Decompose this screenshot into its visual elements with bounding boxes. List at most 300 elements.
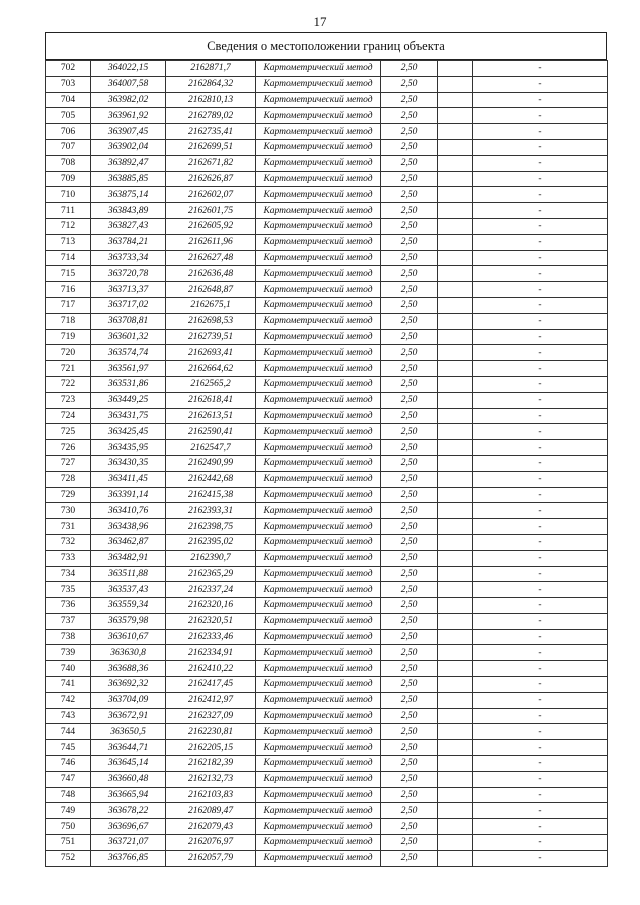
table-row: [46, 234, 608, 250]
empty-cell: [438, 361, 473, 377]
y-coordinate-cell: 2162395,02: [166, 534, 256, 550]
description-cell: -: [473, 313, 608, 329]
point-number-cell: 732: [46, 534, 91, 550]
x-coordinate-cell: 364022,15: [91, 61, 166, 77]
method-cell: Картометрический метод: [256, 803, 381, 819]
x-coordinate-cell: 364007,58: [91, 76, 166, 92]
point-number-cell: 734: [46, 566, 91, 582]
point-number-cell: 717: [46, 297, 91, 313]
y-coordinate-cell: 2162698,53: [166, 313, 256, 329]
y-coordinate-cell: 2162626,87: [166, 171, 256, 187]
accuracy-cell: 2,50: [381, 835, 438, 851]
table-row: [46, 550, 608, 566]
accuracy-cell: 2,50: [381, 629, 438, 645]
accuracy-cell: 2,50: [381, 708, 438, 724]
y-coordinate-cell: 2162333,46: [166, 629, 256, 645]
table-row: [46, 218, 608, 234]
point-number-cell: 736: [46, 598, 91, 614]
description-cell: -: [473, 534, 608, 550]
table-row: [46, 503, 608, 519]
empty-cell: [438, 124, 473, 140]
description-cell: -: [473, 613, 608, 629]
table-row: [46, 376, 608, 392]
accuracy-cell: 2,50: [381, 661, 438, 677]
accuracy-cell: 2,50: [381, 313, 438, 329]
point-number-cell: 725: [46, 424, 91, 440]
x-coordinate-cell: 363665,94: [91, 787, 166, 803]
description-cell: -: [473, 803, 608, 819]
description-cell: -: [473, 661, 608, 677]
method-cell: Картометрический метод: [256, 297, 381, 313]
accuracy-cell: 2,50: [381, 61, 438, 77]
method-cell: Картометрический метод: [256, 819, 381, 835]
x-coordinate-cell: 363438,96: [91, 519, 166, 535]
y-coordinate-cell: 2162089,47: [166, 803, 256, 819]
method-cell: Картометрический метод: [256, 692, 381, 708]
point-number-cell: 738: [46, 629, 91, 645]
method-cell: Картометрический метод: [256, 756, 381, 772]
point-number-cell: 741: [46, 677, 91, 693]
y-coordinate-cell: 2162671,82: [166, 155, 256, 171]
table-row: [46, 345, 608, 361]
point-number-cell: 712: [46, 218, 91, 234]
x-coordinate-cell: 363907,45: [91, 124, 166, 140]
y-coordinate-cell: 2162611,96: [166, 234, 256, 250]
method-cell: Картометрический метод: [256, 234, 381, 250]
table-row: [46, 455, 608, 471]
x-coordinate-cell: 363672,91: [91, 708, 166, 724]
empty-cell: [438, 108, 473, 124]
point-number-cell: 739: [46, 645, 91, 661]
description-cell: -: [473, 345, 608, 361]
method-cell: Картометрический метод: [256, 218, 381, 234]
y-coordinate-cell: 2162864,32: [166, 76, 256, 92]
empty-cell: [438, 187, 473, 203]
y-coordinate-cell: 2162079,43: [166, 819, 256, 835]
accuracy-cell: 2,50: [381, 376, 438, 392]
x-coordinate-cell: 363435,95: [91, 440, 166, 456]
table-row: [46, 124, 608, 140]
table-row: [46, 534, 608, 550]
point-number-cell: 723: [46, 392, 91, 408]
point-number-cell: 711: [46, 203, 91, 219]
description-cell: -: [473, 645, 608, 661]
method-cell: Картометрический метод: [256, 250, 381, 266]
y-coordinate-cell: 2162627,48: [166, 250, 256, 266]
description-cell: -: [473, 155, 608, 171]
table-row: [46, 677, 608, 693]
method-cell: Картометрический метод: [256, 345, 381, 361]
method-cell: Картометрический метод: [256, 155, 381, 171]
point-number-cell: 743: [46, 708, 91, 724]
method-cell: Картометрический метод: [256, 203, 381, 219]
table-row: [46, 266, 608, 282]
empty-cell: [438, 803, 473, 819]
accuracy-cell: 2,50: [381, 361, 438, 377]
description-cell: -: [473, 598, 608, 614]
method-cell: Картометрический метод: [256, 471, 381, 487]
empty-cell: [438, 519, 473, 535]
x-coordinate-cell: 363692,32: [91, 677, 166, 693]
y-coordinate-cell: 2162410,22: [166, 661, 256, 677]
y-coordinate-cell: 2162393,31: [166, 503, 256, 519]
accuracy-cell: 2,50: [381, 218, 438, 234]
description-cell: -: [473, 187, 608, 203]
point-number-cell: 716: [46, 282, 91, 298]
x-coordinate-cell: 363892,47: [91, 155, 166, 171]
point-number-cell: 703: [46, 76, 91, 92]
table-row: [46, 850, 608, 866]
method-cell: Картометрический метод: [256, 440, 381, 456]
y-coordinate-cell: 2162412,97: [166, 692, 256, 708]
accuracy-cell: 2,50: [381, 108, 438, 124]
accuracy-cell: 2,50: [381, 282, 438, 298]
method-cell: Картометрический метод: [256, 550, 381, 566]
y-coordinate-cell: 2162636,48: [166, 266, 256, 282]
accuracy-cell: 2,50: [381, 566, 438, 582]
description-cell: -: [473, 629, 608, 645]
table-row: [46, 282, 608, 298]
y-coordinate-cell: 2162320,51: [166, 613, 256, 629]
x-coordinate-cell: 363537,43: [91, 582, 166, 598]
accuracy-cell: 2,50: [381, 756, 438, 772]
description-cell: -: [473, 440, 608, 456]
description-cell: -: [473, 708, 608, 724]
y-coordinate-cell: 2162565,2: [166, 376, 256, 392]
x-coordinate-cell: 363601,32: [91, 329, 166, 345]
description-cell: -: [473, 250, 608, 266]
y-coordinate-cell: 2162337,24: [166, 582, 256, 598]
description-cell: -: [473, 424, 608, 440]
point-number-cell: 742: [46, 692, 91, 708]
method-cell: Картометрический метод: [256, 61, 381, 77]
description-cell: -: [473, 408, 608, 424]
empty-cell: [438, 534, 473, 550]
point-number-cell: 748: [46, 787, 91, 803]
x-coordinate-cell: 363574,74: [91, 345, 166, 361]
y-coordinate-cell: 2162810,13: [166, 92, 256, 108]
method-cell: Картометрический метод: [256, 724, 381, 740]
empty-cell: [438, 661, 473, 677]
table-row: [46, 566, 608, 582]
y-coordinate-cell: 2162417,45: [166, 677, 256, 693]
method-cell: Картометрический метод: [256, 534, 381, 550]
method-cell: Картометрический метод: [256, 282, 381, 298]
accuracy-cell: 2,50: [381, 203, 438, 219]
description-cell: -: [473, 724, 608, 740]
method-cell: Картометрический метод: [256, 139, 381, 155]
accuracy-cell: 2,50: [381, 187, 438, 203]
accuracy-cell: 2,50: [381, 329, 438, 345]
y-coordinate-cell: 2162547,7: [166, 440, 256, 456]
x-coordinate-cell: 363961,92: [91, 108, 166, 124]
description-cell: -: [473, 108, 608, 124]
point-number-cell: 718: [46, 313, 91, 329]
description-cell: -: [473, 218, 608, 234]
x-coordinate-cell: 363511,88: [91, 566, 166, 582]
empty-cell: [438, 835, 473, 851]
x-coordinate-cell: 363843,89: [91, 203, 166, 219]
y-coordinate-cell: 2162613,51: [166, 408, 256, 424]
empty-cell: [438, 724, 473, 740]
accuracy-cell: 2,50: [381, 171, 438, 187]
accuracy-cell: 2,50: [381, 534, 438, 550]
accuracy-cell: 2,50: [381, 471, 438, 487]
x-coordinate-cell: 363827,43: [91, 218, 166, 234]
empty-cell: [438, 376, 473, 392]
point-number-cell: 714: [46, 250, 91, 266]
accuracy-cell: 2,50: [381, 787, 438, 803]
method-cell: Картометрический метод: [256, 771, 381, 787]
description-cell: -: [473, 392, 608, 408]
x-coordinate-cell: 363650,5: [91, 724, 166, 740]
accuracy-cell: 2,50: [381, 250, 438, 266]
table-row: [46, 297, 608, 313]
point-number-cell: 722: [46, 376, 91, 392]
description-cell: -: [473, 234, 608, 250]
y-coordinate-cell: 2162693,41: [166, 345, 256, 361]
description-cell: -: [473, 787, 608, 803]
point-number-cell: 708: [46, 155, 91, 171]
table-row: [46, 313, 608, 329]
description-cell: -: [473, 282, 608, 298]
method-cell: Картометрический метод: [256, 124, 381, 140]
empty-cell: [438, 740, 473, 756]
method-cell: Картометрический метод: [256, 487, 381, 503]
empty-cell: [438, 677, 473, 693]
table-row: [46, 250, 608, 266]
method-cell: Картометрический метод: [256, 392, 381, 408]
description-cell: -: [473, 76, 608, 92]
description-cell: -: [473, 566, 608, 582]
description-cell: -: [473, 771, 608, 787]
empty-cell: [438, 61, 473, 77]
y-coordinate-cell: 2162390,7: [166, 550, 256, 566]
point-number-cell: 729: [46, 487, 91, 503]
accuracy-cell: 2,50: [381, 582, 438, 598]
empty-cell: [438, 819, 473, 835]
x-coordinate-cell: 363425,45: [91, 424, 166, 440]
table-body: [46, 61, 608, 867]
y-coordinate-cell: 2162789,02: [166, 108, 256, 124]
y-coordinate-cell: 2162320,16: [166, 598, 256, 614]
table-row: [46, 487, 608, 503]
accuracy-cell: 2,50: [381, 139, 438, 155]
description-cell: -: [473, 455, 608, 471]
table-row: [46, 361, 608, 377]
accuracy-cell: 2,50: [381, 124, 438, 140]
description-cell: -: [473, 61, 608, 77]
point-number-cell: 715: [46, 266, 91, 282]
point-number-cell: 752: [46, 850, 91, 866]
accuracy-cell: 2,50: [381, 740, 438, 756]
x-coordinate-cell: 363610,67: [91, 629, 166, 645]
table-row: [46, 819, 608, 835]
x-coordinate-cell: 363784,21: [91, 234, 166, 250]
table-row: [46, 756, 608, 772]
description-cell: -: [473, 582, 608, 598]
accuracy-cell: 2,50: [381, 76, 438, 92]
empty-cell: [438, 708, 473, 724]
table-row: [46, 139, 608, 155]
accuracy-cell: 2,50: [381, 266, 438, 282]
x-coordinate-cell: 363644,71: [91, 740, 166, 756]
point-number-cell: 710: [46, 187, 91, 203]
method-cell: Картометрический метод: [256, 503, 381, 519]
description-cell: -: [473, 487, 608, 503]
x-coordinate-cell: 363720,78: [91, 266, 166, 282]
x-coordinate-cell: 363696,67: [91, 819, 166, 835]
empty-cell: [438, 408, 473, 424]
accuracy-cell: 2,50: [381, 297, 438, 313]
x-coordinate-cell: 363713,37: [91, 282, 166, 298]
point-number-cell: 744: [46, 724, 91, 740]
method-cell: Картометрический метод: [256, 677, 381, 693]
accuracy-cell: 2,50: [381, 692, 438, 708]
x-coordinate-cell: 363721,07: [91, 835, 166, 851]
empty-cell: [438, 455, 473, 471]
x-coordinate-cell: 363482,91: [91, 550, 166, 566]
empty-cell: [438, 756, 473, 772]
point-number-cell: 719: [46, 329, 91, 345]
point-number-cell: 713: [46, 234, 91, 250]
description-cell: -: [473, 835, 608, 851]
accuracy-cell: 2,50: [381, 550, 438, 566]
description-cell: -: [473, 519, 608, 535]
method-cell: Картометрический метод: [256, 455, 381, 471]
y-coordinate-cell: 2162442,68: [166, 471, 256, 487]
x-coordinate-cell: 363660,48: [91, 771, 166, 787]
method-cell: Картометрический метод: [256, 92, 381, 108]
description-cell: -: [473, 171, 608, 187]
empty-cell: [438, 645, 473, 661]
method-cell: Картометрический метод: [256, 361, 381, 377]
table-row: [46, 613, 608, 629]
table-row: [46, 629, 608, 645]
empty-cell: [438, 171, 473, 187]
empty-cell: [438, 329, 473, 345]
x-coordinate-cell: 363717,02: [91, 297, 166, 313]
y-coordinate-cell: 2162415,38: [166, 487, 256, 503]
y-coordinate-cell: 2162664,62: [166, 361, 256, 377]
point-number-cell: 702: [46, 61, 91, 77]
y-coordinate-cell: 2162132,73: [166, 771, 256, 787]
accuracy-cell: 2,50: [381, 819, 438, 835]
y-coordinate-cell: 2162590,41: [166, 424, 256, 440]
x-coordinate-cell: 363733,34: [91, 250, 166, 266]
description-cell: -: [473, 677, 608, 693]
description-cell: -: [473, 329, 608, 345]
description-cell: -: [473, 361, 608, 377]
boundary-table-sheet: [45, 32, 607, 867]
table-row: [46, 108, 608, 124]
point-number-cell: 746: [46, 756, 91, 772]
empty-cell: [438, 155, 473, 171]
method-cell: Картометрический метод: [256, 850, 381, 866]
x-coordinate-cell: 363561,97: [91, 361, 166, 377]
method-cell: Картометрический метод: [256, 266, 381, 282]
point-number-cell: 720: [46, 345, 91, 361]
accuracy-cell: 2,50: [381, 598, 438, 614]
method-cell: Картометрический метод: [256, 613, 381, 629]
empty-cell: [438, 787, 473, 803]
accuracy-cell: 2,50: [381, 440, 438, 456]
table-row: [46, 61, 608, 77]
description-cell: -: [473, 740, 608, 756]
empty-cell: [438, 440, 473, 456]
table-row: [46, 329, 608, 345]
x-coordinate-cell: 363902,04: [91, 139, 166, 155]
empty-cell: [438, 598, 473, 614]
point-number-cell: 707: [46, 139, 91, 155]
empty-cell: [438, 582, 473, 598]
empty-cell: [438, 250, 473, 266]
y-coordinate-cell: 2162605,92: [166, 218, 256, 234]
method-cell: Картометрический метод: [256, 519, 381, 535]
accuracy-cell: 2,50: [381, 724, 438, 740]
x-coordinate-cell: 363875,14: [91, 187, 166, 203]
table-row: [46, 645, 608, 661]
accuracy-cell: 2,50: [381, 155, 438, 171]
y-coordinate-cell: 2162334,91: [166, 645, 256, 661]
method-cell: Картометрический метод: [256, 313, 381, 329]
empty-cell: [438, 234, 473, 250]
accuracy-cell: 2,50: [381, 771, 438, 787]
description-cell: -: [473, 756, 608, 772]
point-number-cell: 704: [46, 92, 91, 108]
x-coordinate-cell: 363678,22: [91, 803, 166, 819]
point-number-cell: 721: [46, 361, 91, 377]
accuracy-cell: 2,50: [381, 803, 438, 819]
x-coordinate-cell: 363410,76: [91, 503, 166, 519]
y-coordinate-cell: 2162601,75: [166, 203, 256, 219]
method-cell: Картометрический метод: [256, 645, 381, 661]
table-row: [46, 471, 608, 487]
description-cell: -: [473, 819, 608, 835]
table-row: [46, 171, 608, 187]
y-coordinate-cell: 2162230,81: [166, 724, 256, 740]
x-coordinate-cell: 363391,14: [91, 487, 166, 503]
method-cell: Картометрический метод: [256, 376, 381, 392]
accuracy-cell: 2,50: [381, 392, 438, 408]
accuracy-cell: 2,50: [381, 645, 438, 661]
point-number-cell: 706: [46, 124, 91, 140]
y-coordinate-cell: 2162490,99: [166, 455, 256, 471]
table-row: [46, 519, 608, 535]
table-row: [46, 440, 608, 456]
x-coordinate-cell: 363766,85: [91, 850, 166, 866]
y-coordinate-cell: 2162675,1: [166, 297, 256, 313]
x-coordinate-cell: 363449,25: [91, 392, 166, 408]
y-coordinate-cell: 2162699,51: [166, 139, 256, 155]
method-cell: Картометрический метод: [256, 661, 381, 677]
description-cell: -: [473, 203, 608, 219]
point-number-cell: 749: [46, 803, 91, 819]
accuracy-cell: 2,50: [381, 519, 438, 535]
table-row: [46, 76, 608, 92]
empty-cell: [438, 392, 473, 408]
table-row: [46, 724, 608, 740]
point-number-cell: 735: [46, 582, 91, 598]
description-cell: -: [473, 266, 608, 282]
empty-cell: [438, 566, 473, 582]
table-row: [46, 187, 608, 203]
x-coordinate-cell: 363430,35: [91, 455, 166, 471]
method-cell: Картометрический метод: [256, 108, 381, 124]
x-coordinate-cell: 363579,98: [91, 613, 166, 629]
table-row: [46, 708, 608, 724]
point-number-cell: 731: [46, 519, 91, 535]
